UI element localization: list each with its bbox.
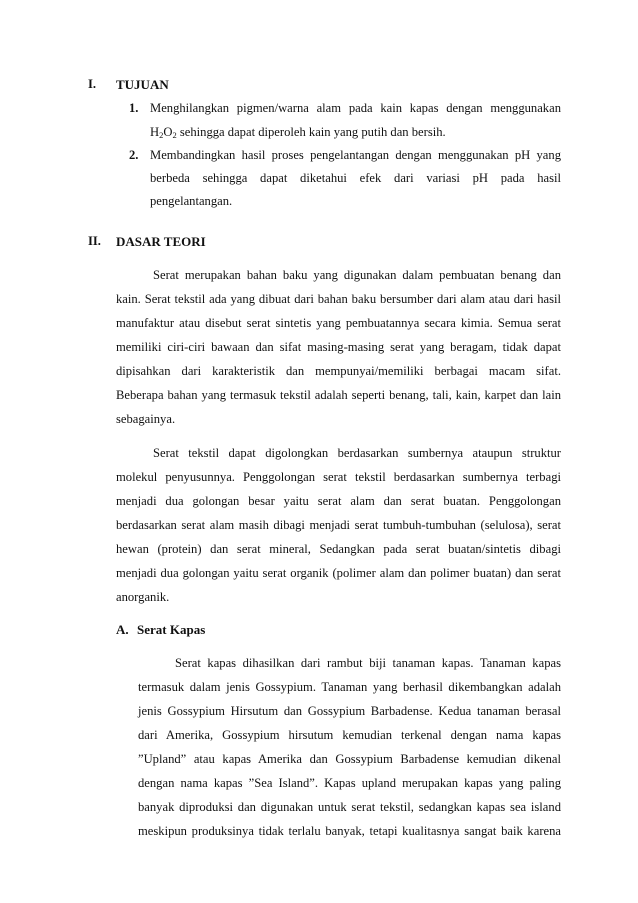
paragraph-line: manufaktur atau disebut serat sintetis yang pembuatannya secara kimia. Semua serat	[116, 316, 561, 330]
paragraph-line: ”Upland” atau kapas Amerika dan Gossypium Barbadense kemudian dikenal	[138, 752, 561, 766]
list-item-number: 1.	[129, 101, 139, 115]
paragraph-line: banyak diproduksi dan digunakan untuk serat tekstil, sedangkan kapas sea island	[138, 800, 561, 814]
list-item-line: Membandingkan hasil proses pengelantangan dengan menggunakan pH yang	[150, 148, 561, 162]
paragraph-line: dari Amerika, Gossypium hirsutum kemudian terkenal dengan nama kapas	[138, 728, 561, 742]
list-item-line: berbeda sehingga dapat diketahui efek dari variasi pH pada hasil	[150, 171, 561, 185]
section-2-title: DASAR TEORI	[116, 234, 206, 249]
paragraph-line: menjadi dua golongan besar yaitu serat alam dan serat buatan. Penggolongan	[116, 494, 561, 508]
paragraph-line: Serat kapas dihasilkan dari rambut biji tanaman kapas. Tanaman kapas	[175, 656, 561, 670]
paragraph-line: dipisahkan dari karakteristik dan mempunyai/memiliki berbagai macam sifat.	[116, 364, 561, 378]
paragraph-line: Serat tekstil dapat digolongkan berdasarkan sumbernya ataupun struktur	[153, 446, 561, 460]
paragraph-line: jenis Gossypium Hirsutum dan Gossypium Barbadense. Kedua tanaman berasal	[138, 704, 561, 718]
section-1-number: I.	[88, 77, 97, 91]
paragraph-line: memiliki ciri-ciri bawaan dan sifat masing-masing serat yang beragam, tidak dapat	[116, 340, 561, 354]
paragraph-line: hewan (protein) dan serat mineral, Sedangkan pada serat buatan/sintetis dibagi	[116, 542, 561, 556]
list-item-number: 2.	[129, 148, 139, 162]
paragraph-line: menjadi dua golongan yaitu serat organik (polimer alam dan polimer buatan) dan serat	[116, 566, 561, 580]
subsection-label: A.	[116, 622, 129, 637]
paragraph-line: meskipun produksinya tidak terlalu banyak, tetapi kualitasnya sangat baik karena	[138, 824, 561, 838]
paragraph-line: berdasarkan serat alam masih dibagi menjadi serat tumbuh-tumbuhan (selulosa), serat	[116, 518, 561, 532]
paragraph-line: anorganik.	[116, 590, 170, 604]
h2o2-formula: $H_2O_2$	[150, 125, 177, 140]
section-2-number: II.	[88, 234, 101, 248]
paragraph-line: kain. Serat tekstil ada yang dibuat dari bahan baku bersumber dari alam atau dari hasil	[116, 292, 561, 306]
list-item-line: Menghilangkan pigmen/warna alam pada kain kapas dengan menggunakan	[150, 101, 561, 115]
paragraph-line: termasuk dalam jenis Gossypium. Tanaman yang berhasil dikembangkan adalah	[138, 680, 561, 694]
list-item-line: $H_2O_2$ sehingga dapat diperoleh kain yang putih dan bersih.	[150, 125, 446, 140]
paragraph-line: dengan nama kapas ”Sea Island”. Kapas upland merupakan kapas yang paling	[138, 776, 561, 790]
paragraph-line: molekul penyusunnya. Penggolongan serat tekstil berdasarkan sumbernya terbagi	[116, 470, 561, 484]
paragraph-line: sebagainya.	[116, 412, 176, 426]
paragraph-line: Beberapa bahan yang termasuk tekstil adalah seperti benang, tali, kain, karpet dan lain	[116, 388, 561, 402]
paragraph-line: Serat merupakan bahan baku yang digunakan dalam pembuatan benang dan	[153, 268, 561, 282]
subsection-title: Serat Kapas	[137, 622, 206, 637]
list-item-line: pengelantangan.	[150, 194, 233, 208]
section-1-title: TUJUAN	[116, 77, 169, 92]
